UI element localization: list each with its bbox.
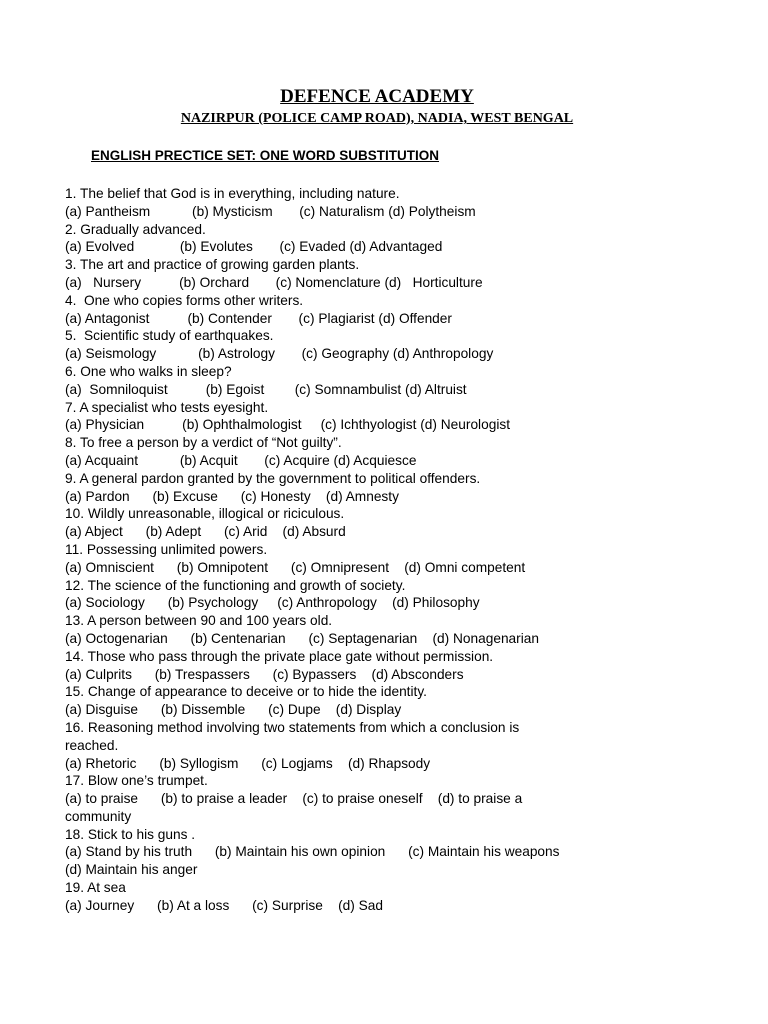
- question-options: (a) Somniloquist (b) Egoist (c) Somnambulist (d) Altruist: [65, 381, 467, 397]
- question-options: (a) Culprits (b) Trespassers (c) Bypassers (d) Absconders: [65, 666, 464, 682]
- question-item: [65, 256, 625, 292]
- question-text: 13. A person between 90 and 100 years old.: [65, 613, 333, 629]
- question-item: [65, 826, 625, 879]
- question-text: 2. Gradually advanced.: [65, 221, 206, 237]
- question-options: (d) Maintain his anger: [65, 862, 198, 878]
- question-item: [65, 327, 625, 363]
- question-item: [65, 363, 625, 399]
- question-options: (a) Evolved (b) Evolutes (c) Evaded (d) Advantaged: [65, 239, 443, 255]
- question-options: (a) Octogenarian (b) Centenarian (c) Septagenarian (d) Nonagenarian: [65, 630, 539, 646]
- question-item: [65, 505, 625, 541]
- question-item: [65, 577, 625, 613]
- question-options: (a) to praise (b) to praise a leader (c) to praise oneself (d) to praise a: [65, 791, 523, 807]
- question-options: (a) Antagonist (b) Contender (c) Plagiarist (d) Offender: [65, 310, 452, 326]
- page-title: DEFENCE ACADEMY: [280, 86, 474, 107]
- academy-address: NAZIRPUR (POLICE CAMP ROAD), NADIA, WEST BENGAL: [180, 111, 574, 126]
- question-text: 16. Reasoning method involving two statements from which a conclusion is: [65, 719, 520, 735]
- question-item: [65, 221, 625, 257]
- question-item: [65, 879, 625, 915]
- practice-set-heading: ENGLISH PRECTICE SET: ONE WORD SUBSTITUTION: [91, 148, 440, 163]
- question-item: [65, 292, 625, 328]
- question-text: 6. One who walks in sleep?: [65, 363, 232, 379]
- question-text: 9. A general pardon granted by the government to political offenders.: [65, 470, 481, 486]
- question-options: (a) Stand by his truth (b) Maintain his own opinion (c) Maintain his weapons: [65, 844, 560, 860]
- question-text: 7. A specialist who tests eyesight.: [65, 399, 269, 415]
- question-options: (a) Acquaint (b) Acquit (c) Acquire (d) Acquiesce: [65, 452, 417, 468]
- question-text: 4. One who copies forms other writers.: [65, 292, 304, 308]
- question-item: [65, 541, 625, 577]
- question-options: (a) Physician (b) Ophthalmologist (c) Ichthyologist (d) Neurologist: [65, 417, 511, 433]
- question-text: 1. The belief that God is in everything, including nature.: [65, 186, 400, 201]
- question-item: [65, 399, 625, 435]
- question-options: reached.: [65, 737, 119, 753]
- question-item: [65, 470, 625, 506]
- question-text: 11. Possessing unlimited powers.: [65, 541, 268, 557]
- question-text: 10. Wildly unreasonable, illogical or riciculous.: [65, 506, 345, 522]
- question-options: (a) Sociology (b) Psychology (c) Anthropology (d) Philosophy: [65, 595, 480, 611]
- question-text: 19. At sea: [65, 880, 126, 896]
- question-item: [65, 683, 625, 719]
- question-text: 3. The art and practice of growing garden plants.: [65, 257, 360, 273]
- question-text: 8. To free a person by a verdict of “Not guilty”.: [65, 435, 342, 451]
- question-options: (a) Seismology (b) Astrology (c) Geography (d) Anthropology: [65, 346, 494, 362]
- question-options: (a) Abject (b) Adept (c) Arid (d) Absurd: [65, 524, 346, 540]
- question-options: (a) Pardon (b) Excuse (c) Honesty (d) Amnesty: [65, 488, 399, 504]
- question-item: [65, 719, 625, 772]
- question-options: (a) Nursery (b) Orchard (c) Nomenclature (d) Horticulture: [65, 274, 483, 290]
- question-item: [65, 772, 625, 825]
- question-item: [65, 648, 625, 684]
- question-text: 5. Scientific study of earthquakes.: [65, 328, 274, 344]
- question-options: (a) Disguise (b) Dissemble (c) Dupe (d) Display: [65, 702, 402, 718]
- question-options: (a) Pantheism (b) Mysticism (c) Naturalism (d) Polytheism: [65, 203, 476, 219]
- question-options: community: [65, 808, 132, 824]
- question-text: 18. Stick to his guns .: [65, 826, 196, 842]
- question-item: [65, 185, 625, 221]
- question-options: (a) Omniscient (b) Omnipotent (c) Omnipresent (d) Omni competent: [65, 559, 526, 575]
- question-options: (a) Rhetoric (b) Syllogism (c) Logjams (d) Rhapsody: [65, 755, 431, 771]
- question-text: 14. Those who pass through the private place gate without permission.: [65, 648, 494, 664]
- question-text: 12. The science of the functioning and growth of society.: [65, 577, 406, 593]
- question-item: [65, 434, 625, 470]
- question-options: (a) Journey (b) At a loss (c) Surprise (d) Sad: [65, 897, 383, 913]
- question-text: 17. Blow one’s trumpet.: [65, 773, 208, 789]
- question-item: [65, 612, 625, 648]
- question-text: 15. Change of appearance to deceive or to hide the identity.: [65, 684, 427, 700]
- question-list: [65, 185, 625, 915]
